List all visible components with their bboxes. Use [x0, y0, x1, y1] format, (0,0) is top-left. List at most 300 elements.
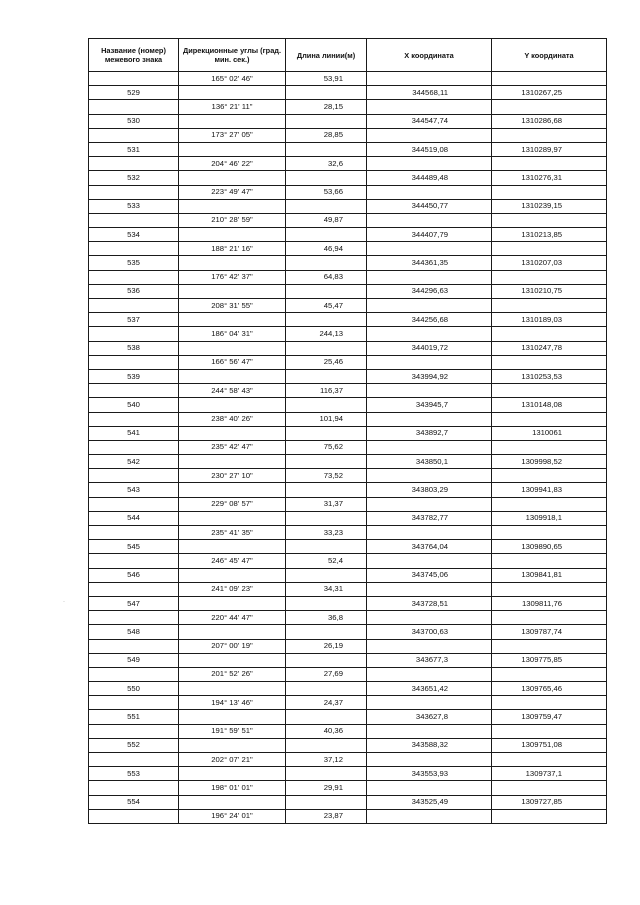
table-row: [89, 72, 607, 86]
table-row: [89, 795, 607, 809]
table-header-row: [89, 39, 607, 72]
table-row: [89, 398, 607, 412]
y-coordinate-cell: 1310061: [492, 426, 607, 440]
point-name-cell: 536: [89, 284, 179, 298]
x-coordinate-cell: 343994,92: [367, 369, 492, 383]
empty-cell: [367, 696, 492, 710]
empty-cell: [367, 753, 492, 767]
header-x-coordinate: X координата: [367, 39, 492, 72]
line-length-cell: 53,91: [286, 72, 367, 86]
table-row: [89, 100, 607, 114]
empty-cell: [89, 611, 179, 625]
empty-cell: [89, 72, 179, 86]
point-name-cell: 552: [89, 738, 179, 752]
empty-cell: [286, 767, 367, 781]
table-row: [89, 440, 607, 454]
empty-cell: [367, 355, 492, 369]
table-row: [89, 242, 607, 256]
y-coordinate-cell: 1310276,31: [492, 171, 607, 185]
empty-cell: [492, 299, 607, 313]
point-name-cell: 542: [89, 455, 179, 469]
empty-cell: [286, 483, 367, 497]
empty-cell: [179, 540, 286, 554]
table-row: [89, 256, 607, 270]
point-name-cell: 550: [89, 682, 179, 696]
x-coordinate-cell: 343764,04: [367, 540, 492, 554]
x-coordinate-cell: 343700,63: [367, 625, 492, 639]
x-coordinate-cell: 343627,8: [367, 710, 492, 724]
x-coordinate-cell: 344361,35: [367, 256, 492, 270]
line-length-cell: 75,62: [286, 440, 367, 454]
empty-cell: [89, 639, 179, 653]
line-length-cell: 28,15: [286, 100, 367, 114]
empty-cell: [367, 384, 492, 398]
point-name-cell: 545: [89, 540, 179, 554]
line-length-cell: 116,37: [286, 384, 367, 398]
table-row: [89, 355, 607, 369]
empty-cell: [179, 511, 286, 525]
table-row: [89, 369, 607, 383]
table-row: [89, 412, 607, 426]
y-coordinate-cell: 1309751,08: [492, 738, 607, 752]
line-length-cell: 32,6: [286, 157, 367, 171]
line-length-cell: 25,46: [286, 355, 367, 369]
point-name-cell: 532: [89, 171, 179, 185]
x-coordinate-cell: 343745,06: [367, 568, 492, 582]
y-coordinate-cell: 1310267,25: [492, 86, 607, 100]
line-length-cell: 28,85: [286, 128, 367, 142]
empty-cell: [367, 242, 492, 256]
x-coordinate-cell: 343525,49: [367, 795, 492, 809]
empty-cell: [286, 341, 367, 355]
direction-angle-cell: 246° 45' 47": [179, 554, 286, 568]
table-row: [89, 199, 607, 213]
empty-cell: [179, 426, 286, 440]
point-name-cell: 534: [89, 228, 179, 242]
empty-cell: [367, 611, 492, 625]
direction-angle-cell: 210° 28' 59": [179, 213, 286, 227]
empty-cell: [179, 86, 286, 100]
empty-cell: [89, 526, 179, 540]
direction-angle-cell: 201° 52' 26": [179, 667, 286, 681]
direction-angle-cell: 176° 42' 37": [179, 270, 286, 284]
table-row: [89, 142, 607, 156]
y-coordinate-cell: 1310247,78: [492, 341, 607, 355]
empty-cell: [89, 355, 179, 369]
table-row: [89, 171, 607, 185]
empty-cell: [367, 213, 492, 227]
table-row: [89, 270, 607, 284]
line-length-cell: 26,19: [286, 639, 367, 653]
direction-angle-cell: 188° 21' 16": [179, 242, 286, 256]
empty-cell: [179, 313, 286, 327]
empty-cell: [286, 114, 367, 128]
table-row: [89, 667, 607, 681]
table-row: [89, 809, 607, 823]
empty-cell: [492, 440, 607, 454]
empty-cell: [286, 795, 367, 809]
x-coordinate-cell: 344296,63: [367, 284, 492, 298]
table-row: [89, 284, 607, 298]
direction-angle-cell: 244° 58' 43": [179, 384, 286, 398]
empty-cell: [367, 412, 492, 426]
table-row: [89, 157, 607, 171]
empty-cell: [367, 128, 492, 142]
table-row: [89, 483, 607, 497]
empty-cell: [286, 171, 367, 185]
empty-cell: [89, 299, 179, 313]
x-coordinate-cell: 343728,51: [367, 596, 492, 610]
empty-cell: [179, 114, 286, 128]
table-row: [89, 582, 607, 596]
direction-angle-cell: 229° 08' 57": [179, 497, 286, 511]
line-length-cell: 33,23: [286, 526, 367, 540]
empty-cell: [492, 724, 607, 738]
line-length-cell: 27,69: [286, 667, 367, 681]
table-row: [89, 710, 607, 724]
x-coordinate-cell: 343945,7: [367, 398, 492, 412]
empty-cell: [179, 284, 286, 298]
empty-cell: [492, 753, 607, 767]
direction-angle-cell: 238° 40' 26": [179, 412, 286, 426]
empty-cell: [286, 369, 367, 383]
point-name-cell: 549: [89, 653, 179, 667]
empty-cell: [367, 781, 492, 795]
empty-cell: [367, 554, 492, 568]
direction-angle-cell: 220° 44' 47": [179, 611, 286, 625]
empty-cell: [367, 327, 492, 341]
header-y-coordinate: Y координата: [492, 39, 607, 72]
empty-cell: [286, 142, 367, 156]
empty-cell: [367, 100, 492, 114]
scan-speck: ·: [63, 599, 65, 605]
y-coordinate-cell: 1309941,83: [492, 483, 607, 497]
empty-cell: [367, 809, 492, 823]
empty-cell: [492, 412, 607, 426]
point-name-cell: 546: [89, 568, 179, 582]
empty-cell: [492, 781, 607, 795]
empty-cell: [286, 313, 367, 327]
empty-cell: [286, 511, 367, 525]
line-length-cell: 29,91: [286, 781, 367, 795]
empty-cell: [89, 724, 179, 738]
y-coordinate-cell: 1310239,15: [492, 199, 607, 213]
empty-cell: [286, 596, 367, 610]
empty-cell: [179, 767, 286, 781]
empty-cell: [89, 440, 179, 454]
direction-angle-cell: 208° 31' 55": [179, 299, 286, 313]
y-coordinate-cell: 1309737,1: [492, 767, 607, 781]
empty-cell: [179, 483, 286, 497]
empty-cell: [367, 299, 492, 313]
table-row: [89, 738, 607, 752]
x-coordinate-cell: 343782,77: [367, 511, 492, 525]
line-length-cell: 46,94: [286, 242, 367, 256]
empty-cell: [179, 738, 286, 752]
y-coordinate-cell: 1309890,65: [492, 540, 607, 554]
empty-cell: [492, 611, 607, 625]
y-coordinate-cell: 1310286,68: [492, 114, 607, 128]
empty-cell: [492, 554, 607, 568]
empty-cell: [286, 738, 367, 752]
table-row: [89, 767, 607, 781]
empty-cell: [367, 667, 492, 681]
empty-cell: [89, 667, 179, 681]
x-coordinate-cell: 343651,42: [367, 682, 492, 696]
empty-cell: [179, 653, 286, 667]
empty-cell: [286, 199, 367, 213]
empty-cell: [367, 497, 492, 511]
table-row: [89, 724, 607, 738]
table-row: [89, 228, 607, 242]
empty-cell: [89, 412, 179, 426]
y-coordinate-cell: 1309918,1: [492, 511, 607, 525]
line-length-cell: 244,13: [286, 327, 367, 341]
line-length-cell: 45,47: [286, 299, 367, 313]
x-coordinate-cell: 344019,72: [367, 341, 492, 355]
y-coordinate-cell: 1310189,03: [492, 313, 607, 327]
empty-cell: [367, 157, 492, 171]
empty-cell: [179, 455, 286, 469]
x-coordinate-cell: 343553,93: [367, 767, 492, 781]
empty-cell: [89, 242, 179, 256]
table-row: [89, 540, 607, 554]
empty-cell: [179, 710, 286, 724]
empty-cell: [179, 398, 286, 412]
line-length-cell: 34,31: [286, 582, 367, 596]
empty-cell: [179, 369, 286, 383]
line-length-cell: 52,4: [286, 554, 367, 568]
x-coordinate-cell: 344489,48: [367, 171, 492, 185]
table-row: [89, 653, 607, 667]
empty-cell: [179, 142, 286, 156]
point-name-cell: 540: [89, 398, 179, 412]
empty-cell: [367, 582, 492, 596]
empty-cell: [367, 639, 492, 653]
point-name-cell: 544: [89, 511, 179, 525]
empty-cell: [492, 355, 607, 369]
table-row: [89, 426, 607, 440]
empty-cell: [89, 696, 179, 710]
empty-cell: [286, 682, 367, 696]
empty-cell: [286, 228, 367, 242]
empty-cell: [89, 781, 179, 795]
empty-cell: [492, 809, 607, 823]
table-row: [89, 781, 607, 795]
empty-cell: [492, 497, 607, 511]
empty-cell: [286, 455, 367, 469]
empty-cell: [89, 270, 179, 284]
y-coordinate-cell: 1309759,47: [492, 710, 607, 724]
empty-cell: [89, 809, 179, 823]
line-length-cell: 37,12: [286, 753, 367, 767]
empty-cell: [89, 327, 179, 341]
empty-cell: [492, 157, 607, 171]
table-row: [89, 313, 607, 327]
empty-cell: [492, 639, 607, 653]
x-coordinate-cell: 344256,68: [367, 313, 492, 327]
table-row: [89, 568, 607, 582]
empty-cell: [286, 710, 367, 724]
table-row: [89, 526, 607, 540]
empty-cell: [89, 157, 179, 171]
table-row: [89, 341, 607, 355]
direction-angle-cell: 235° 41' 35": [179, 526, 286, 540]
table-row: [89, 611, 607, 625]
table-row: [89, 639, 607, 653]
direction-angle-cell: 166° 56' 47": [179, 355, 286, 369]
empty-cell: [89, 213, 179, 227]
header-point-name: Название (номер) межевого знака: [89, 39, 179, 72]
x-coordinate-cell: 344519,08: [367, 142, 492, 156]
empty-cell: [179, 596, 286, 610]
table-row: [89, 554, 607, 568]
y-coordinate-cell: 1310210,75: [492, 284, 607, 298]
empty-cell: [179, 341, 286, 355]
boundary-coordinates-table: [88, 38, 607, 824]
table-row: [89, 213, 607, 227]
empty-cell: [492, 526, 607, 540]
empty-cell: [89, 497, 179, 511]
empty-cell: [492, 270, 607, 284]
empty-cell: [367, 270, 492, 284]
empty-cell: [367, 440, 492, 454]
line-length-cell: 53,66: [286, 185, 367, 199]
point-name-cell: 530: [89, 114, 179, 128]
direction-angle-cell: 202° 07' 21": [179, 753, 286, 767]
empty-cell: [89, 554, 179, 568]
y-coordinate-cell: 1309841,81: [492, 568, 607, 582]
table-row: [89, 455, 607, 469]
table-row: [89, 128, 607, 142]
table-row: [89, 625, 607, 639]
direction-angle-cell: 196° 24' 01": [179, 809, 286, 823]
table-row: [89, 497, 607, 511]
table-row: [89, 185, 607, 199]
empty-cell: [179, 625, 286, 639]
point-name-cell: 533: [89, 199, 179, 213]
empty-cell: [367, 526, 492, 540]
x-coordinate-cell: 343803,29: [367, 483, 492, 497]
empty-cell: [492, 185, 607, 199]
table-row: [89, 114, 607, 128]
table-row: [89, 299, 607, 313]
empty-cell: [286, 625, 367, 639]
x-coordinate-cell: 344568,11: [367, 86, 492, 100]
y-coordinate-cell: 1310148,08: [492, 398, 607, 412]
empty-cell: [492, 667, 607, 681]
y-coordinate-cell: 1310213,85: [492, 228, 607, 242]
empty-cell: [89, 753, 179, 767]
table-row: [89, 682, 607, 696]
header-line-length: Длина линии(м): [286, 39, 367, 72]
point-name-cell: 554: [89, 795, 179, 809]
direction-angle-cell: 194° 13' 46": [179, 696, 286, 710]
direction-angle-cell: 136° 21' 11": [179, 100, 286, 114]
empty-cell: [179, 171, 286, 185]
empty-cell: [492, 384, 607, 398]
direction-angle-cell: 241° 09' 23": [179, 582, 286, 596]
empty-cell: [89, 469, 179, 483]
y-coordinate-cell: 1309727,85: [492, 795, 607, 809]
empty-cell: [179, 228, 286, 242]
point-name-cell: 553: [89, 767, 179, 781]
empty-cell: [89, 582, 179, 596]
direction-angle-cell: 165° 02' 46": [179, 72, 286, 86]
empty-cell: [286, 426, 367, 440]
empty-cell: [286, 256, 367, 270]
line-length-cell: 36,8: [286, 611, 367, 625]
empty-cell: [286, 398, 367, 412]
line-length-cell: 23,87: [286, 809, 367, 823]
y-coordinate-cell: 1310253,53: [492, 369, 607, 383]
table-row: [89, 753, 607, 767]
header-direction-angle: Дирекционные углы (град. мин. сек.): [179, 39, 286, 72]
point-name-cell: 538: [89, 341, 179, 355]
empty-cell: [492, 72, 607, 86]
point-name-cell: 541: [89, 426, 179, 440]
empty-cell: [89, 128, 179, 142]
line-length-cell: 49,87: [286, 213, 367, 227]
empty-cell: [286, 540, 367, 554]
y-coordinate-cell: 1309998,52: [492, 455, 607, 469]
line-length-cell: 31,37: [286, 497, 367, 511]
point-name-cell: 543: [89, 483, 179, 497]
x-coordinate-cell: 344547,74: [367, 114, 492, 128]
table-row: [89, 469, 607, 483]
x-coordinate-cell: 343588,32: [367, 738, 492, 752]
empty-cell: [179, 568, 286, 582]
empty-cell: [492, 327, 607, 341]
line-length-cell: 40,36: [286, 724, 367, 738]
direction-angle-cell: 191° 59' 51": [179, 724, 286, 738]
table-row: [89, 86, 607, 100]
table-row: [89, 596, 607, 610]
line-length-cell: 64,83: [286, 270, 367, 284]
direction-angle-cell: 223° 49' 47": [179, 185, 286, 199]
empty-cell: [286, 653, 367, 667]
direction-angle-cell: 173° 27' 05": [179, 128, 286, 142]
y-coordinate-cell: 1309787,74: [492, 625, 607, 639]
x-coordinate-cell: 344407,79: [367, 228, 492, 242]
point-name-cell: 535: [89, 256, 179, 270]
empty-cell: [492, 242, 607, 256]
direction-angle-cell: 198° 01' 01": [179, 781, 286, 795]
y-coordinate-cell: 1310289,97: [492, 142, 607, 156]
table-row: [89, 511, 607, 525]
direction-angle-cell: 186° 04' 31": [179, 327, 286, 341]
empty-cell: [492, 128, 607, 142]
table-row: [89, 384, 607, 398]
empty-cell: [492, 213, 607, 227]
point-name-cell: 531: [89, 142, 179, 156]
y-coordinate-cell: 1309765,46: [492, 682, 607, 696]
empty-cell: [492, 469, 607, 483]
table-body: [89, 72, 607, 824]
empty-cell: [367, 469, 492, 483]
empty-cell: [367, 185, 492, 199]
empty-cell: [367, 72, 492, 86]
empty-cell: [179, 795, 286, 809]
empty-cell: [286, 86, 367, 100]
empty-cell: [492, 582, 607, 596]
x-coordinate-cell: 343892,7: [367, 426, 492, 440]
y-coordinate-cell: 1309811,76: [492, 596, 607, 610]
direction-angle-cell: 235° 42' 47": [179, 440, 286, 454]
empty-cell: [286, 284, 367, 298]
point-name-cell: 551: [89, 710, 179, 724]
empty-cell: [89, 185, 179, 199]
